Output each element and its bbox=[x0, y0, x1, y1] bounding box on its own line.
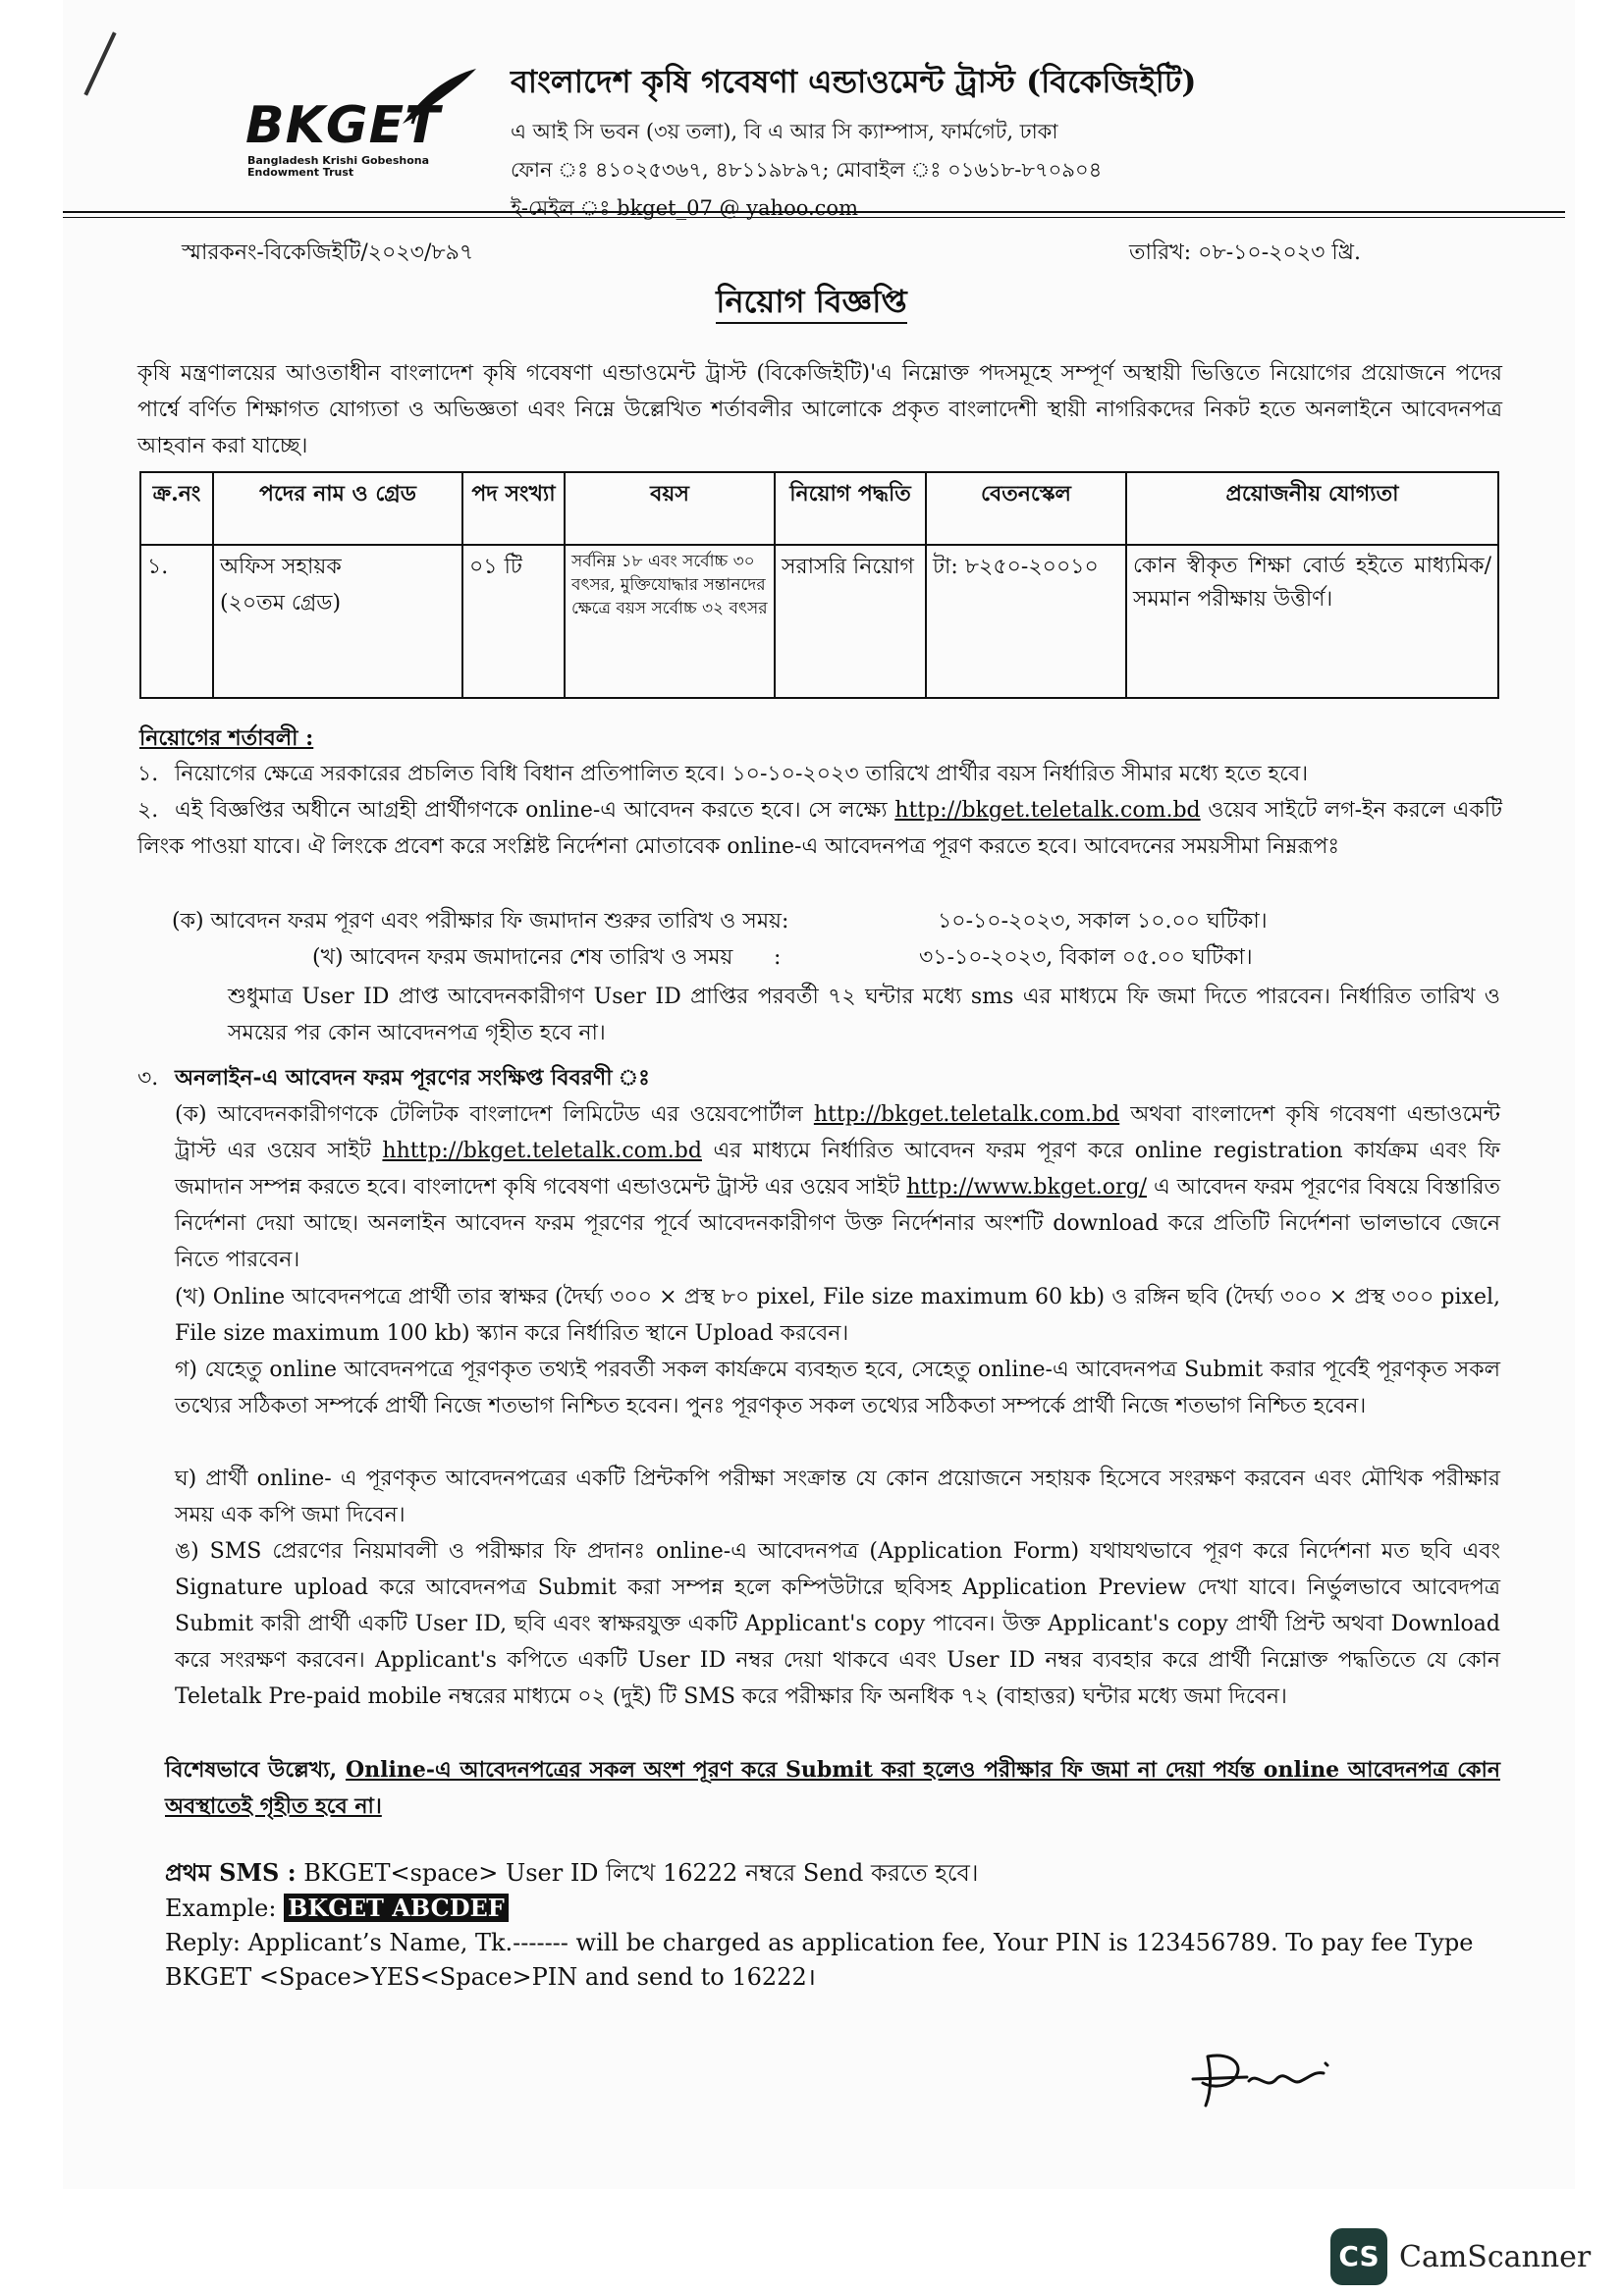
org-name: বাংলাদেশ কৃষি গবেষণা এন্ডাওমেন্ট ট্রাস্ট (বিকেজিইটি) bbox=[511, 63, 1197, 100]
deadline-end-sep: : bbox=[774, 945, 782, 970]
logo-subtitle: Bangladesh Krishi Gobeshona Endowment Trust bbox=[247, 154, 430, 179]
letterhead bbox=[511, 57, 1198, 231]
logo-text: BKGET bbox=[245, 96, 441, 155]
org-address: এ আই সি ভবন (৩য় তলা), বি এ আর সি ক্যাম্পাস, ফার্মগেট, ঢাকা bbox=[511, 120, 1058, 143]
example-value: BKGET ABCDEF bbox=[284, 1894, 509, 1922]
intro-paragraph: কৃষি মন্ত্রণালয়ের আওতাধীন বাংলাদেশ কৃষি গবেষণা এন্ডাওমেন্ট ট্রাস্ট (বিকেজিইটি)'এ নিম্নোক্ত পদসমূহে সম্পূর্ণ অস্থায়ী ভিত্তিতে নিয়োগের প্রয়োজনে পদের পার্শ্বে বর্ণিত শিক্ষাগত যোগ্যতা ও অভিজ্ঞতা এবং নিম্নে উল্লেখিত শর্তাবলীর আলোকে প্রকৃত বাংলাদেশী স্থায়ী নাগরিকদের নিকট হতে অনলাইনে আবেদনপত্র আহবান করা যাচ্ছে। bbox=[137, 361, 1502, 458]
c3-ka-text-d: এ আবেদন ফরম পূরণের বিষয়ে বিস্তারিত নির্দেশনা দেয়া আছে। অনলাইন আবেদন ফরম পূরণের পূর্বে আবেদনকারীগণ উক্ত নির্দেশনার অংশটি download করে প্রতিটি নির্দেশনা ভালভাবে জেনে নিতে পারবেন। bbox=[175, 1175, 1501, 1272]
camscanner-watermark bbox=[1330, 2228, 1605, 2277]
header-rule-thin bbox=[63, 217, 1565, 218]
teletalk-portal-link[interactable]: http://bkget.teletalk.com.bd bbox=[813, 1102, 1120, 1127]
special-note-lead: বিশেষভাবে উল্লেখ্য, bbox=[165, 1757, 338, 1783]
condition-1-text: নিয়োগের ক্ষেত্রে সরকারের প্রচলিত বিধি বিধান প্রতিপালিত হবে। ১০-১০-২০২৩ তারিখে প্রার্থীর বয়স নির্ধারিত সীমার মধ্যে হতে হবে। bbox=[175, 762, 1309, 786]
c3-ka-text-b: অথবা বাংলাদেশ কৃষি গবেষণা এন্ডাওমেন্ট ট্রাস্ট এর ওয়েব সাইট bbox=[175, 1102, 1500, 1163]
condition-2-num: ২. bbox=[137, 798, 159, 823]
special-note-text: Online-এ আবেদনপত্রের সকল অংশ পূরণ করে Submit করা হলেও পরীক্ষার ফি জমা না দেয়া পর্যন্ত online আবেদনপত্র কোন অবস্থাতেই গৃহীত হবে না। bbox=[165, 1757, 1500, 1819]
sms-instructions bbox=[165, 1855, 1520, 1995]
memo-date: তারিখ: ০৮-১০-২০২৩ খ্রি. bbox=[1129, 240, 1362, 265]
deadline-end-value: ৩১-১০-২০২৩, বিকাল ০৫.০০ ঘটিকা। bbox=[919, 945, 1253, 970]
col-sl: ক্র.নং bbox=[140, 472, 213, 545]
condition-1 bbox=[137, 756, 1502, 792]
deadline-start bbox=[172, 903, 1497, 939]
first-sms-label: প্রথম SMS : bbox=[165, 1858, 297, 1887]
col-age: বয়স bbox=[565, 472, 775, 545]
first-sms-text: BKGET<space> User ID লিখে 16222 নম্বরে Send করতে হবে। bbox=[303, 1859, 979, 1887]
condition-3-gha: ঘ) প্রার্থী online- এ পূরণকৃত আবেদনপত্রের একটি প্রিন্টকপি পরীক্ষা সংক্রান্ত যে কোন প্রয়োজনে সহায়ক হিসেবে সংরক্ষণ করবেন এবং মৌখিক পরীক্ষার সময় এক কপি জমা দিবেন। bbox=[175, 1467, 1500, 1527]
teletalk-link[interactable]: http://bkget.teletalk.com.bd bbox=[894, 798, 1201, 823]
table-header-row bbox=[140, 472, 1498, 545]
condition-3-heading-text: অনলাইন-এ আবেদন ফরম পূরণের সংক্ষিপ্ত বিবরণী ঃ bbox=[175, 1065, 650, 1091]
cell-pay: টা: ৮২৫০-২০০১০ bbox=[926, 545, 1126, 698]
condition-3-ka bbox=[175, 1096, 1500, 1278]
c3-ka-text-c: এর মাধ্যমে নির্ধারিত আবেদন ফরম পূরণ করে online registration কার্যক্রম এবং ফি জমাদান সম্পন্ন করতে হবে। বাংলাদেশ কৃষি গবেষণা এন্ডাওমেন্ট ট্রাস্ট এর ওয়েব সাইট bbox=[175, 1139, 1500, 1200]
col-post: পদের নাম ও গ্রেড bbox=[213, 472, 462, 545]
posts-table bbox=[139, 471, 1499, 699]
deadline-end-label: (খ) আবেদন ফরম জমাদানের শেষ তারিখ ও সময় bbox=[312, 945, 733, 970]
camscanner-text: CamScanner bbox=[1399, 2240, 1592, 2274]
table-row bbox=[140, 545, 1498, 698]
deadline-end bbox=[312, 939, 1500, 976]
col-pay: বেতনস্কেল bbox=[926, 472, 1126, 545]
condition-1-num: ১. bbox=[137, 762, 159, 786]
reply-text: Reply: Applicant’s Name, Tk.------- will be charged as application fee, Your PIN is 123456789. To pay fee Type BKGET <Space>YES<Space>PIN and send to 16222। bbox=[165, 1929, 1474, 1991]
example-label: Example: bbox=[165, 1895, 277, 1922]
col-qualification: প্রয়োজনীয় যোগ্যতা bbox=[1126, 472, 1498, 545]
bkget-teletalk-link[interactable]: hhttp://bkget.teletalk.com.bd bbox=[382, 1139, 702, 1163]
condition-3-uma: ঙ) SMS প্রেরণের নিয়মাবলী ও পরীক্ষার ফি প্রদানঃ online-এ আবেদনপত্র (Application Form) যথাযথভাবে পূরণ করে নির্দেশনা মত ছবি এবং Signature upload করে আবেদনপত্র Submit করা সম্পন্ন হলে কম্পিউটারে ছবিসহ Application Preview দেখা যাবে। নির্ভুলভাবে আবেদপত্র Submit কারী প্রার্থী একটি User ID, ছবি এবং স্বাক্ষরযুক্ত একটি Applicant's copy পাবেন। উক্ত Applicant's copy প্রার্থী প্রিন্ট অথবা Download করে সংরক্ষণ করবেন। Applicant's কপিতে একটি User ID নম্বর দেয়া থাকবে এবং User ID নম্বর ব্যবহার করে প্রার্থী নিম্নোক্ত পদ্ধতিতে যে কোন Teletalk Pre-paid mobile নম্বরের মাধ্যমে ০২ (দুই) টি SMS করে পরীক্ষার ফি অনধিক ৭২ (বাহাত্তর) ঘন্টার মধ্যে জমা দিবেন। bbox=[175, 1539, 1500, 1709]
condition-3-kha: (খ) Online আবেদনপত্রে প্রার্থী তার স্বাক্ষর (দৈর্ঘ্য ৩০০ × প্রস্থ ৮০ pixel, File size maximum 60 kb) ও রঙ্গিন ছবি (দৈর্ঘ্য ৩০০ × প্রস্থ ৩০০ pixel, File size maximum 100 kb) স্ক্যান করে নির্ধারিত স্থানে Upload করবেন। bbox=[175, 1285, 1500, 1346]
cell-qualification: কোন স্বীকৃত শিক্ষা বোর্ড হইতে মাধ্যমিক/ সমমান পরীক্ষায় উত্তীর্ণ। bbox=[1126, 545, 1498, 698]
cell-method: সরাসরি নিয়োগ bbox=[775, 545, 926, 698]
cell-post bbox=[213, 545, 462, 698]
condition-2-text-a: এই বিজ্ঞপ্তির অধীনে আগ্রহী প্রার্থীগণকে online-এ আবেদন করতে হবে। সে লক্ষ্যে bbox=[175, 798, 888, 823]
condition-3-ga: গ) যেহেতু online আবেদনপত্রে পূরণকৃত তথ্যই পরবর্তী সকল কার্যক্রমে ব্যবহৃত হবে, সেহেতু online-এ আবেদনপত্র Submit করার পূর্বেই পূরণকৃত সকল তথ্যের সঠিকতা সম্পর্কে প্রার্থী নিজে শতভাগ নিশ্চিত হবেন। পুনঃ পূরণকৃত সকল তথ্যের সঠিকতা সম্পর্কে প্রার্থী নিজে শতভাগ নিশ্চিত হবেন। bbox=[175, 1358, 1500, 1418]
deadline-start-value: ১০-১০-২০২৩, সকাল ১০.০০ ঘটিকা। bbox=[938, 909, 1268, 934]
deadline-note: শুধুমাত্র User ID প্রাপ্ত আবেদনকারীগণ User ID প্রাপ্তির পরবর্তী ৭২ ঘন্টার মধ্যে sms এর মাধ্যমে ফি জমা দিতে পারবেন। নির্ধারিত তারিখ ও সময়ের পর কোন আবেদনপত্র গৃহীত হবে না। bbox=[228, 985, 1500, 1045]
cell-sl: ১. bbox=[140, 545, 213, 698]
conditions-heading: নিয়োগের শর্তাবলী : bbox=[139, 725, 314, 751]
example-line bbox=[165, 1891, 1520, 1926]
post-name: অফিস সহায়ক bbox=[220, 555, 342, 579]
signature bbox=[1188, 2042, 1365, 2110]
special-note bbox=[165, 1752, 1500, 1825]
condition-3-heading bbox=[137, 1060, 1502, 1096]
page-title bbox=[0, 277, 1623, 330]
c3-ka-text-a: (ক) আবেদনকারীগণকে টেলিটক বাংলাদেশ লিমিটেড এর ওয়েবপোর্টাল bbox=[175, 1102, 803, 1127]
camscanner-logo-icon: CS bbox=[1330, 2228, 1387, 2285]
cell-age: সর্বনিম্ন ১৮ এবং সর্বোচ্চ ৩০ বৎসর, মুক্তিযোদ্ধার সন্তানদের ক্ষেত্রে বয়স সর্বোচ্চ ৩২ বৎসর bbox=[565, 545, 775, 698]
col-method: নিয়োগ পদ্ধতি bbox=[775, 472, 926, 545]
condition-2 bbox=[137, 792, 1502, 865]
col-count: পদ সংখ্যা bbox=[462, 472, 565, 545]
first-sms-line bbox=[165, 1855, 1520, 1891]
header-rule bbox=[63, 211, 1565, 213]
cell-count: ০১ টি bbox=[462, 545, 565, 698]
title-text: নিয়োগ বিজ্ঞপ্তি bbox=[716, 283, 906, 324]
org-phone: ফোন ঃ ৪১০২৫৩৬৭, ৪৮১১৯৮৯৭; মোবাইল ঃ ০১৬১৮-৮৭০৯০৪ bbox=[511, 158, 1103, 182]
condition-2-text-b: ওয়েব সাইটে লগ-ইন করলে একটি লিংক পাওয়া যাবে। ঐ লিংকে প্রবেশ করে সংশ্লিষ্ট নির্দেশনা মোতাবেক online-এ আবেদনপত্র পূরণ করতে হবে। আবেদনের সময়সীমা নিম্নরূপঃ bbox=[137, 798, 1502, 859]
condition-3-num: ৩. bbox=[137, 1066, 159, 1091]
bkget-logo bbox=[245, 67, 481, 179]
bkget-website-link[interactable]: http://www.bkget.org/ bbox=[906, 1175, 1148, 1200]
org-email: ই-মেইল ঃ bkget_07 @ yahoo.com bbox=[511, 196, 858, 220]
deadline-start-label: (ক) আবেদন ফরম পূরণ এবং পরীক্ষার ফি জমাদান শুরুর তারিখ ও সময়: bbox=[172, 909, 789, 934]
memo-ref: স্মারকনং-বিকেজিইটি/২০২৩/৮৯৭ bbox=[182, 240, 474, 265]
post-grade: (২০তম গ্রেড) bbox=[220, 591, 342, 615]
